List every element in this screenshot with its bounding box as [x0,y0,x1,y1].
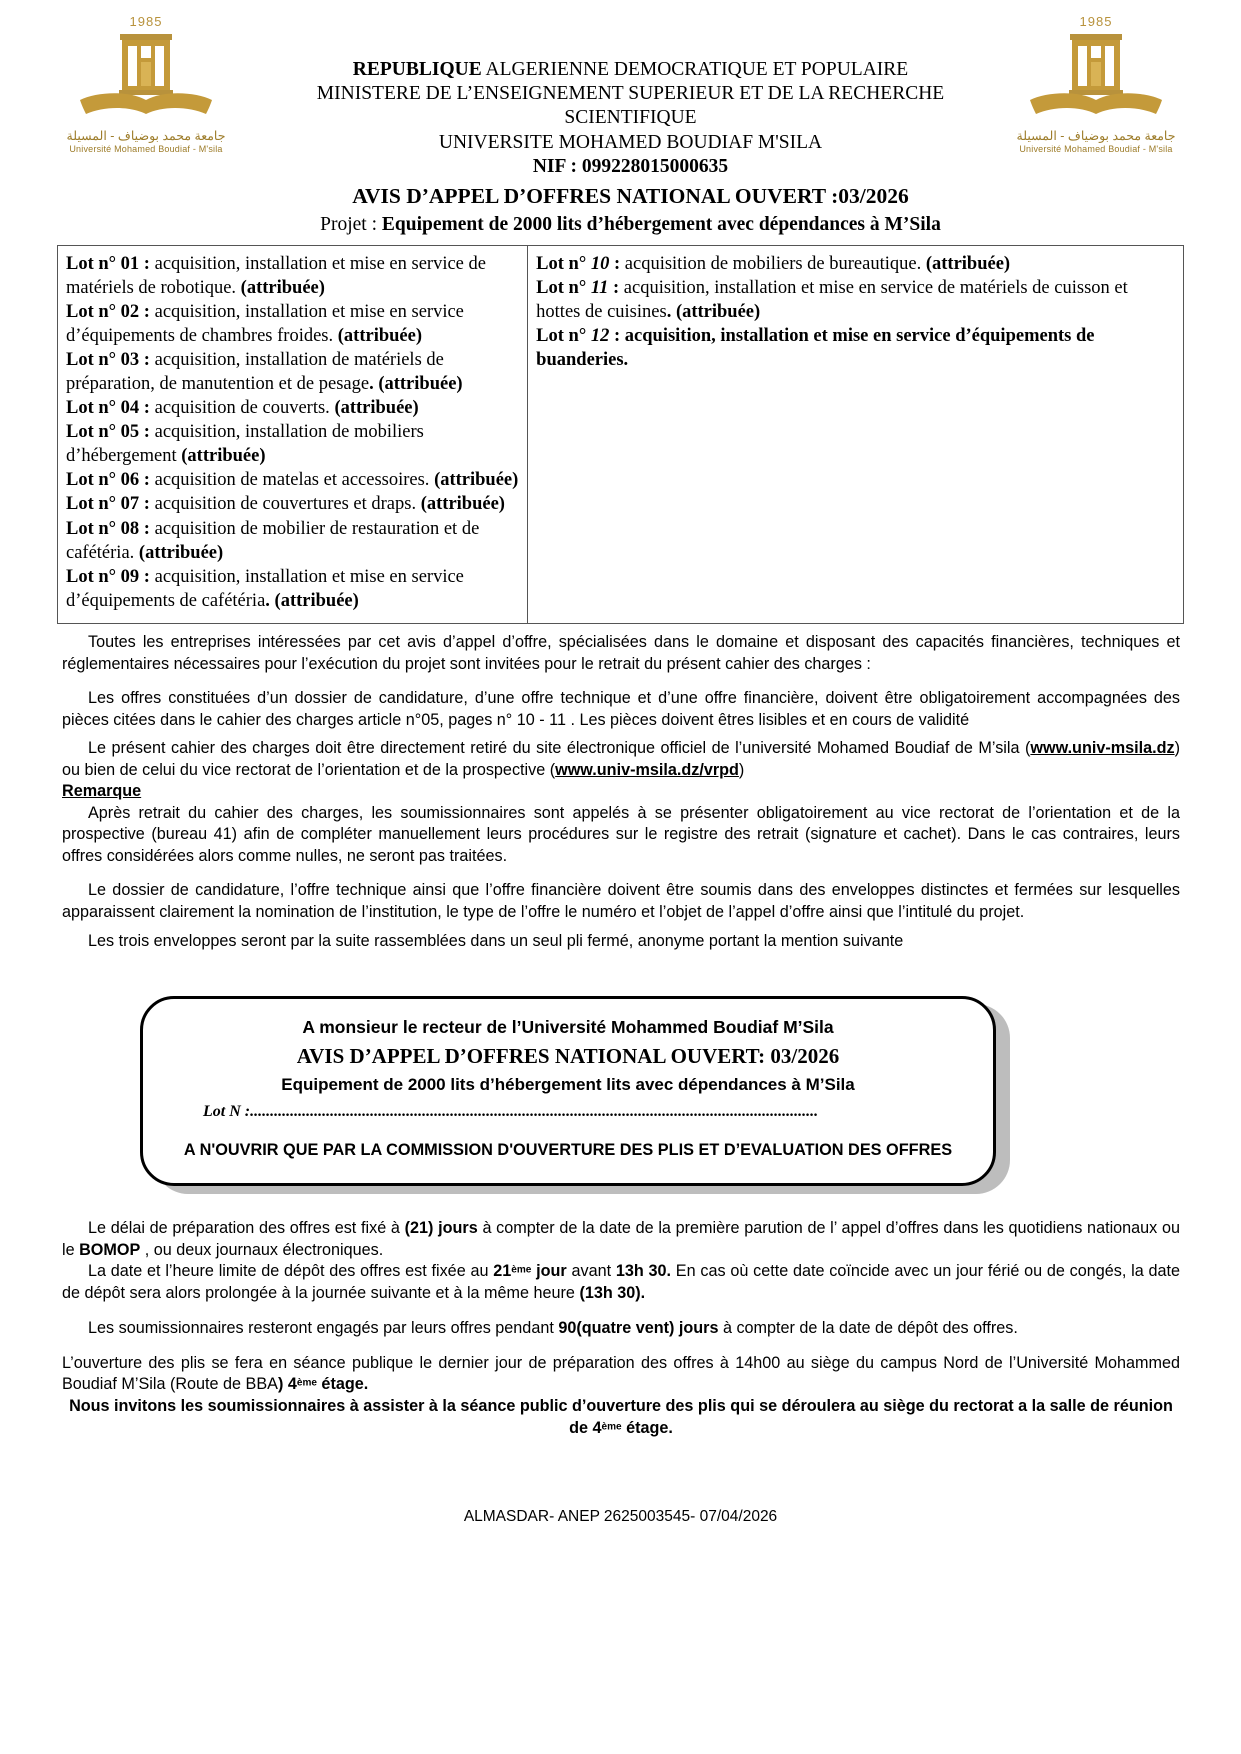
lot-item [66,468,519,492]
university-logo-left [62,14,230,154]
logo-emblem-left [62,30,230,126]
lot-identifier: Lot n° 07 : [66,494,150,515]
envelope-box [140,996,996,1186]
header-text-block [210,58,1051,237]
download-text-3: ) [738,760,745,779]
header-line-scientific: SCIENTIFIQUE [564,107,697,129]
lot-status-badge: (attribuée) [240,278,325,299]
lot-status-badge: (attribuée) [420,494,505,515]
envelope-warning: A N'OUVRIR QUE PAR LA COMMISSION D'OUVERTURE DES PLIS ET D’EVALUATION DES OFFRES [183,1141,953,1159]
logo-latin-right: Université Mohamed Boudiaf - M'sila [1019,144,1173,154]
submission-day-suffix: ème [511,1264,532,1276]
project-line [210,213,1051,237]
document-header [0,0,1241,235]
logo-arabic-right: جامعة محمد بوضياف - المسيلة [1016,129,1176,143]
lot-item [66,565,519,613]
logo-latin-left: Université Mohamed Boudiaf - M'sila [69,144,223,154]
submission-day-word: jour [531,1262,567,1281]
paragraph-download [62,738,1180,781]
envelope-lot-field [143,1103,993,1121]
lot-status-badge: (attribuée) [434,470,519,491]
submission-day-number: 21 [493,1262,512,1281]
opening-floor-suffix: ème [296,1377,317,1389]
lot-status-badge: . (attribuée) [265,590,359,611]
deadline-pre: Le délai de préparation des offres est fixé à [88,1219,405,1237]
envelope-addressee: A monsieur le recteur de l’Université Mohammed Boudiaf M’Sila [302,1017,834,1037]
lot-description: acquisition de couvertures et draps. [149,494,421,515]
lot-description: acquisition, installation et mise en service de matériels de cuisson et hottes de cuisines [536,278,1128,323]
download-text-1: Le présent cahier des charges doit être directement retiré du site électronique officiel de l’université Mohamed Boudiaf de M’sila ( [88,739,1031,758]
header-republic-rest: ALGERIENNE DEMOCRATIQUE ET POPULAIRE [481,59,909,80]
lot-description: acquisition, installation de mobiliers d’hébergement [66,422,424,467]
university-website-link[interactable]: www.univ-msila.dz [1030,739,1175,758]
paragraph-submission-limit [62,1261,1180,1304]
page-title: AVIS D’APPEL D’OFFRES NATIONAL OUVERT :03/2026 [352,183,909,208]
lot-item [66,492,519,516]
envelope-project-title: Equipement de 2000 lits d’hébergement lits avec dépendances à M’Sila [281,1075,855,1094]
lot-item [66,420,519,468]
validity-post: à compter de la date de dépôt des offres. [718,1318,1018,1337]
validity-days: 90(quatre vent) jours [558,1318,719,1337]
lot-description: acquisition, installation et mise en service d’équipements de buanderies. [536,326,1095,371]
lot-identifier: Lot n° 04 : [66,398,150,419]
opening-pre: L’ouverture des plis se fera en séance publique le dernier jour de préparation des offres à 14h00 au siège du campus Nord de l’Université Mohammed Boudiaf M’Sila (Route de BBA [62,1353,1180,1394]
lot-item [536,324,1175,372]
logo-year-right: 1985 [1079,14,1113,29]
lot-status-badge: (attribuée) [138,542,224,563]
project-label: Projet : [320,213,382,235]
header-line-republic [210,58,1051,82]
envelope-lot-dots: .............................................................................................................................................. [250,1103,819,1120]
paragraph-validity-period [62,1318,1180,1340]
lot-description: acquisition, installation et mise en service de matériels de robotique. [66,254,486,299]
body-paragraphs [62,632,1180,952]
lot-item [66,517,519,565]
lot-item [536,276,1175,324]
anep-reference: ALMASDAR- ANEP 2625003545- 07/04/2026 [463,1508,778,1525]
opening-floor-word: étage. [316,1375,369,1394]
project-value: Equipement de 2000 lits d’hébergement avec dépendances à M’Sila [381,213,941,235]
lot-identifier: Lot n° 08 : [66,518,150,539]
lot-item [66,300,519,348]
closing-paragraphs [62,1218,1180,1439]
deadline-post: , ou deux journaux électroniques. [140,1240,384,1259]
lot-status-badge: . (attribuée) [666,302,761,323]
envelope-mention-box [140,996,1010,1194]
lot-identifier: Lot n° 11 : [536,278,620,299]
invitation-floor-suffix: ème [601,1421,622,1433]
lot-description: acquisition, installation et mise en service d’équipements de cafétéria [66,566,464,611]
lots-column-right [528,246,1183,623]
lot-identifier: Lot n° 10 : [536,254,621,274]
validity-pre: Les soumissionnaires resteront engagés par leurs offres pendant [88,1318,559,1337]
lot-identifier: Lot n° 06 : [66,470,150,491]
submission-time: 13h 30. [615,1262,672,1281]
lots-column-left [58,246,528,623]
deadline-days: (21) jours [404,1219,478,1237]
invitation-text-a: Nous invitons les soumissionnaires à assister à la séance public d’ouverture des plis qui se déroulera au siège du rectorat a la salle de réunion de 4 [69,1396,1173,1437]
lot-identifier: Lot n° 02 : [66,302,150,323]
lot-status-badge: (attribuée) [334,398,419,419]
submission-time-alt: (13h 30). [579,1284,646,1303]
lot-status-badge: (attribuée) [925,254,1011,274]
lot-identifier: Lot n° 09 : [66,566,150,587]
paragraph-deadline-prep [62,1218,1180,1261]
lot-description: acquisition de mobilier de restauration et de cafétéria. [66,518,480,563]
document-footer [0,1508,1241,1526]
lot-identifier: Lot n° 03 : [66,350,150,371]
lot-status-badge: . (attribuée) [369,374,463,395]
paragraph-envelopes: Le dossier de candidature, l’offre technique ainsi que l’offre financière doivent être soumis dans des enveloppes distinctes et fermées sur lesquelles apparaissent clairement la nomination de l’institution, le type de l’offre le numéro et l’objet de l’appel d’offre ainsi que l’intitulé du projet. [62,881,1180,922]
lot-description: acquisition, installation et mise en service d’équipements de chambres froides. [66,302,464,347]
envelope-tender-title: AVIS D’APPEL D’OFFRES NATIONAL OUVERT: 03/2026 [296,1044,840,1068]
remarque-label: Remarque [62,782,142,801]
lot-identifier: Lot n° 05 : [66,422,150,443]
paragraph-offers-composition: Les offres constituées d’un dossier de candidature, d’une offre technique et d’une offre financière, doivent être obligatoirement accompagnées des pièces citées dans le cahier des charges article n°05, pages n° 10 - 11 . Les pièces doivent êtres lisibles et en cours de validité [62,689,1180,729]
deadline-mid: à compter de la date de la première parution de l’ appel d’offres dans les quotidiens nationaux ou le [62,1219,1180,1259]
envelope-lot-label: Lot N : [203,1103,251,1120]
header-republic-bold: REPUBLIQUE [352,59,482,80]
paragraph-opening-session [62,1353,1180,1396]
submission-pre: La date et l’heure limite de dépôt des offres est fixée au [88,1262,494,1281]
paragraph-eligibility: Toutes les entreprises intéressées par cet avis d’appel d’offre, spécialisées dans le domaine et disposant des capacités financières, techniques et réglementaires nécessaires pour l’exécution du projet sont invitées pour le retrait du présent cahier des charges : [62,633,1180,673]
lot-item [536,252,1175,276]
logo-arabic-left: جامعة محمد بوضياف - المسيلة [66,129,226,143]
opening-floor-pre: ) 4 [277,1375,297,1394]
logo-year-left: 1985 [129,14,163,29]
lots-table [57,245,1184,624]
header-line-nif: NIF : 099228015000635 [532,155,729,177]
header-line-ministry: MINISTERE DE L’ENSEIGNEMENT SUPERIEUR ET DE LA RECHERCHE [316,83,945,105]
lot-identifier: Lot n° 01 : [66,254,150,274]
lot-item [66,396,519,420]
vrpd-website-link[interactable]: www.univ-msila.dz/vrpd [555,760,739,779]
invitation-text-b: étage. [621,1418,673,1437]
lot-description: acquisition de mobiliers de bureautique. [620,254,926,274]
header-line-university: UNIVERSITE MOHAMED BOUDIAF M'SILA [438,131,823,153]
lot-description: acquisition de matelas et accessoires. [149,470,435,491]
submission-mid2: En cas où cette date coïncide avec un jour férié ou de congés, la date de dépôt sera alors prolongée à la journée suivante et à la même heure [62,1262,1180,1303]
paragraph-remarque-body: Après retrait du cahier des charges, les soumissionnaires sont appelés à se présenter obligatoirement au vice rectorat de l’orientation et de la prospective (bureau 41) afin de compléter manuellement leurs procédures sur le registre des retrait (signature et cachet). Dans le cas contraires, leurs offres considérées alors comme nulles, ne seront pas traitées. [62,803,1180,865]
bomop-label: BOMOP [79,1240,141,1259]
lot-item [66,252,519,300]
download-text-2: ) ou bien de celui du vice rectorat de l’orientation et de la prospective ( [62,739,1180,779]
lot-identifier: Lot n° 12 : [536,326,621,347]
lot-status-badge: (attribuée) [337,326,423,347]
paragraph-invitation [62,1396,1180,1439]
lot-status-badge: (attribuée) [181,446,266,467]
logo-svg-left [62,30,230,126]
submission-mid: avant [566,1262,616,1281]
lot-item [66,348,519,396]
paragraph-single-fold: Les trois enveloppes seront par la suite rassemblées dans un seul pli fermé, anonyme portant la mention suivante [88,931,904,950]
remarque-heading [62,781,1180,803]
lot-description: acquisition, installation de matériels de préparation, de manutention et de pesage [66,350,444,395]
lot-description: acquisition de couverts. [149,398,335,419]
